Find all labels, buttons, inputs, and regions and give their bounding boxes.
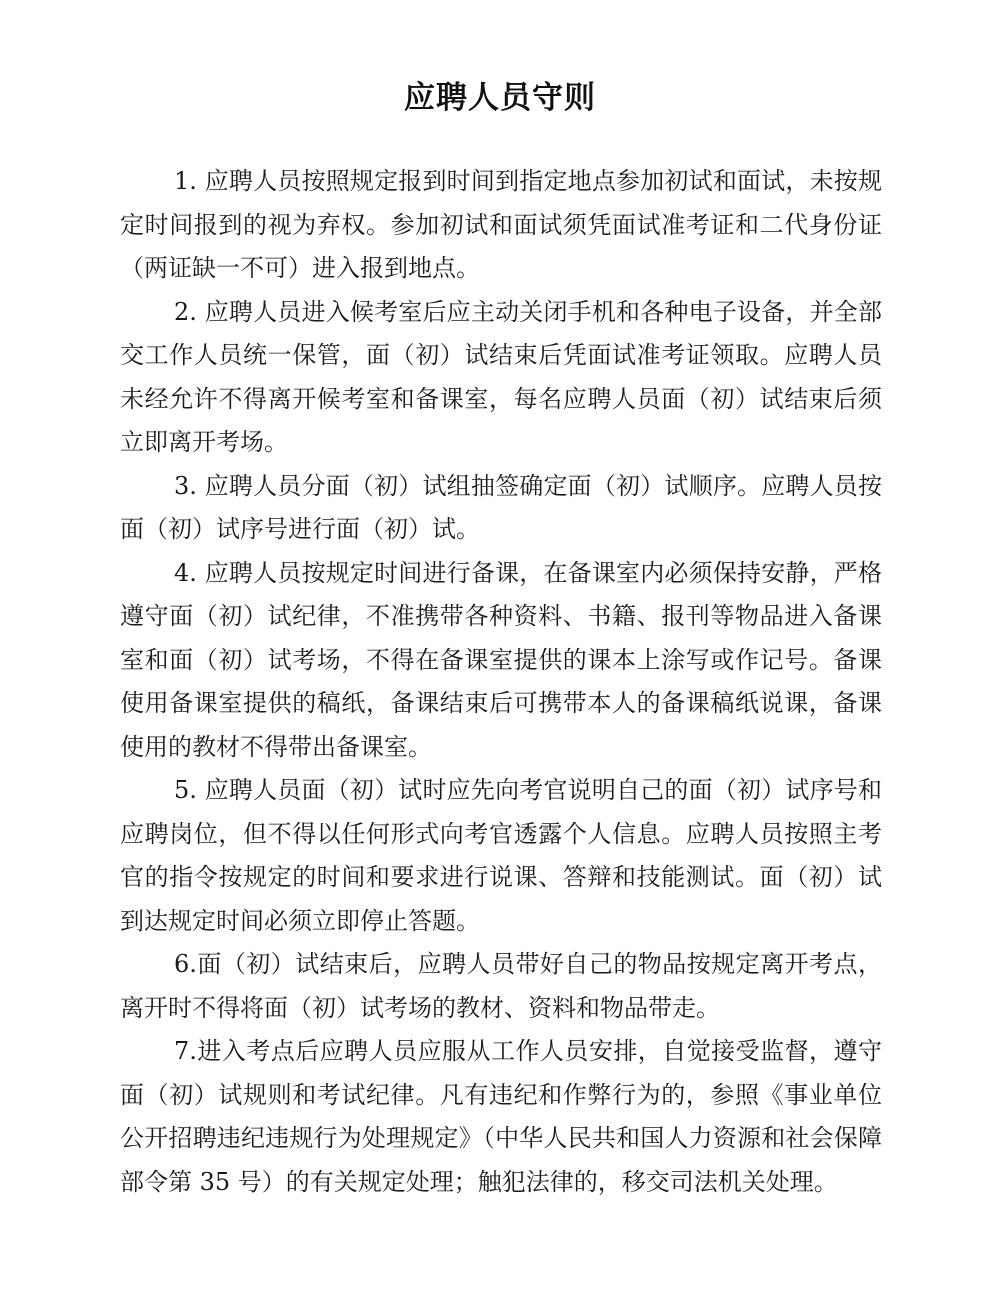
rule-paragraph-4: 4. 应聘人员按规定时间进行备课，在备课室内必须保持安静，严格遵守面（初）试纪律，不准携带各种资料、书籍、报刊等物品进入备课室和面（初）试考场，不得在备课室提供的课本上涂写或作记号。备课使用备课室提供的稿纸，备课结束后可携带本人的备课稿纸说课，备课使用的教材不得带出备课室。: [120, 558, 882, 761]
rule-paragraph-3: 3. 应聘人员分面（初）试组抽签确定面（初）试顺序。应聘人员按面（初）试序号进行面（初）试。: [120, 471, 882, 543]
rule-paragraph-5: 5. 应聘人员面（初）试时应先向考官说明自己的面（初）试序号和应聘岗位，但不得以任何形式向考官透露个人信息。应聘人员按照主考官的指令按规定的时间和要求进行说课、答辩和技能测试。面（初）试到达规定时间必须立即停止答题。: [120, 776, 882, 935]
rule-paragraph-2: 2. 应聘人员进入候考室后应主动关闭手机和各种电子设备，并全部交工作人员统一保管，面（初）试结束后凭面试准考证领取。应聘人员未经允许不得离开候考室和备课室，每名应聘人员面（初）试结束后须立即离开考场。: [120, 297, 882, 456]
rule-paragraph-1: 1. 应聘人员按照规定报到时间到指定地点参加初试和面试，未按规定时间报到的视为弃权。参加初试和面试须凭面试准考证和二代身份证（两证缺一不可）进入报到地点。: [120, 167, 882, 282]
document-body: [120, 160, 882, 1204]
rule-paragraph-6: 6.面（初）试结束后，应聘人员带好自己的物品按规定离开考点，离开时不得将面（初）试考场的教材、资料和物品带走。: [120, 950, 882, 1022]
rule-paragraph-7: 7.进入考点后应聘人员应服从工作人员安排，自觉接受监督，遵守面（初）试规则和考试纪律。凡有违纪和作弊行为的，参照《事业单位公开招聘违纪违规行为处理规定》（中华人民共和国人力资源和社会保障部令第 35 号）的有关规定处理；触犯法律的，移交司法机关处理。: [120, 1037, 882, 1196]
page-title: 应聘人员守则: [404, 80, 596, 116]
